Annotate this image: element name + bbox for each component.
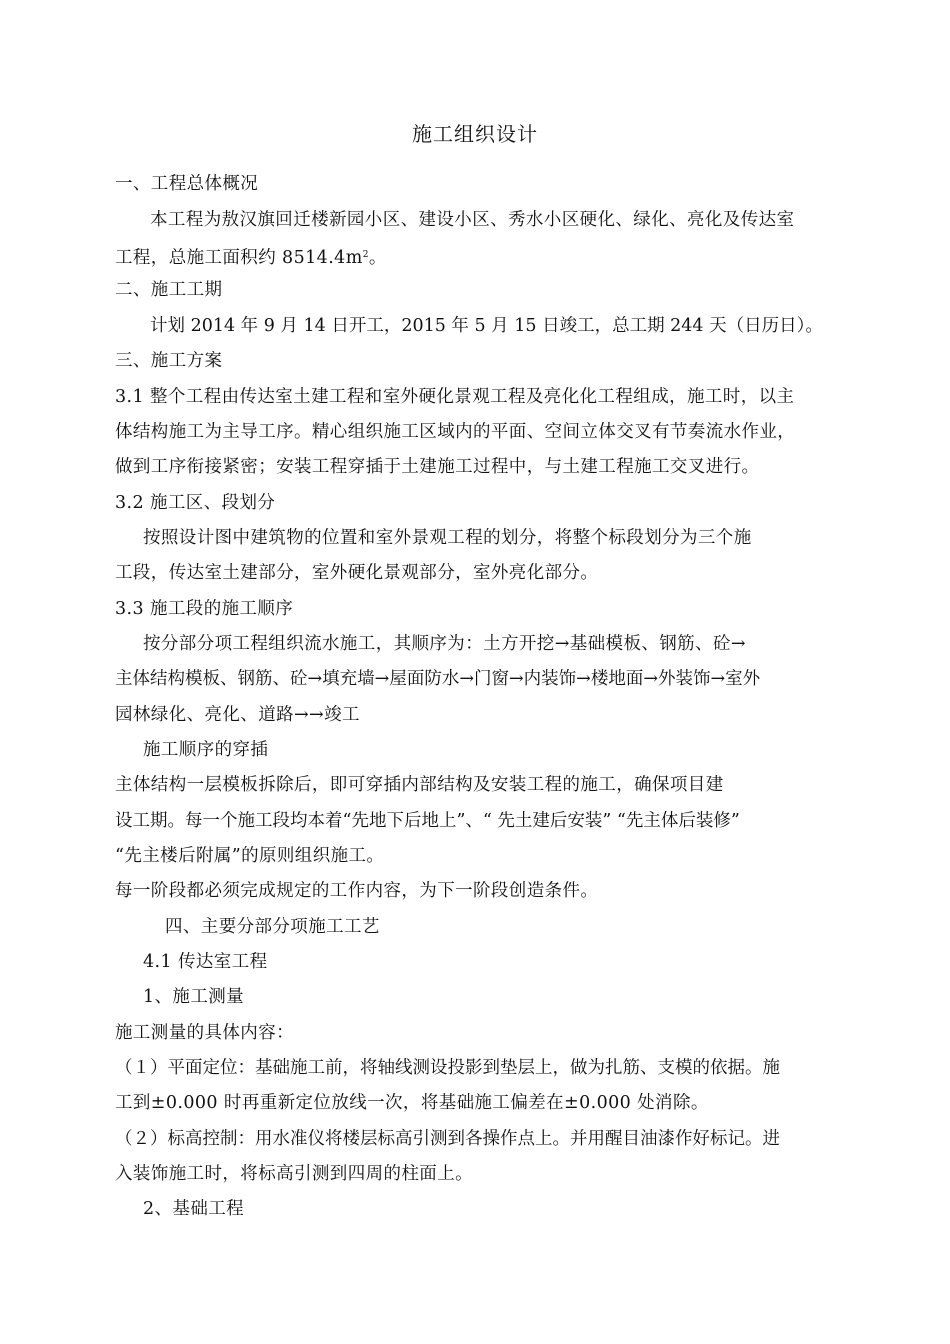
paragraph-line: 本工程为敖汉旗回迁楼新园小区、建设小区、秀水小区硬化、绿化、亮化及传达室: [150, 210, 795, 230]
paragraph-line: 计划 2014 年 9 月 14 日开工，2015 年 5 月 15 日竣工，总工期 244 天（日历日）。: [150, 316, 823, 336]
paragraph-line: 按分部分项工程组织流水施工，其顺序为：土方开挖→基础模板、钢筋、砼→: [143, 634, 746, 654]
subheading-4-1: 4.1 传达室工程: [143, 952, 268, 972]
paragraph-line: 入装饰施工时，将标高引测到四周的柱面上。: [115, 1164, 473, 1184]
subheading-item-2: 2、基础工程: [143, 1199, 245, 1219]
page-title: 施工组织设计: [412, 122, 538, 146]
paragraph-line: 设工期。每一个施工段均本着“先地下后地上”、“ 先土建后安装” “先主体后装修”: [115, 811, 740, 831]
paragraph-line: （２）标高控制：用水准仪将楼层标高引测到各操作点上。并用醒目油漆作好标记。进: [115, 1129, 780, 1149]
heading-2: 二、施工工期: [115, 280, 223, 300]
paragraph-line: 工段，传达室土建部分，室外硬化景观部分，室外亮化部分。: [115, 563, 599, 583]
subheading-item-1: 1、施工测量: [143, 987, 245, 1007]
paragraph-line: 工到±0.000 时再重新定位放线一次，将基础施工偏差在±0.000 处消除。: [115, 1093, 709, 1113]
paragraph-line: 体结构施工为主导工序。精心组织施工区域内的平面、空间立体交叉有节奏流水作业，: [115, 422, 796, 442]
paragraph-line: 3.1 整个工程由传达室土建工程和室外硬化景观工程及亮化化工程组成，施工时，以主: [115, 387, 795, 407]
area-superscript: 2: [362, 250, 369, 260]
subheading-3-2: 3.2 施工区、段划分: [115, 493, 276, 513]
paragraph-line: 工程，总施工面积约 $8514.4m^2$。: [115, 248, 387, 268]
paragraph-line: 做到工序衔接紧密；安装工程穿插于土建施工过程中，与土建工程施工交叉进行。: [115, 457, 760, 477]
paragraph-line: 施工顺序的穿插: [143, 740, 269, 760]
paragraph-line: 主体结构一层模板拆除后，即可穿插内部结构及安装工程的施工，确保项目建: [115, 775, 724, 795]
paragraph-line: 施工测量的具体内容：: [115, 1023, 294, 1043]
paragraph-line: 园林绿化、亮化、道路→→竣工: [115, 705, 360, 725]
subheading-3-3: 3.3 施工段的施工顺序: [115, 599, 294, 619]
heading-4: 四、主要分部分项施工工艺: [165, 917, 380, 937]
paragraph-line: 按照设计图中建筑物的位置和室外景观工程的划分，将整个标段划分为三个施: [143, 528, 752, 548]
paragraph-line: 每一阶段都必须完成规定的工作内容，为下一阶段创造条件。: [115, 881, 599, 901]
heading-1: 一、工程总体概况: [115, 174, 259, 194]
paragraph-line: （１）平面定位：基础施工前，将轴线测设投影到垫层上，做为扎筋、支模的依据。施: [115, 1058, 780, 1078]
heading-3: 三、施工方案: [115, 351, 223, 371]
paragraph-line: “先主楼后附属”的原则组织施工。: [115, 846, 385, 866]
paragraph-line: 主体结构模板、钢筋、砼→填充墙→屋面防水→门窗→内装饰→楼地面→外装饰→室外: [115, 669, 761, 689]
